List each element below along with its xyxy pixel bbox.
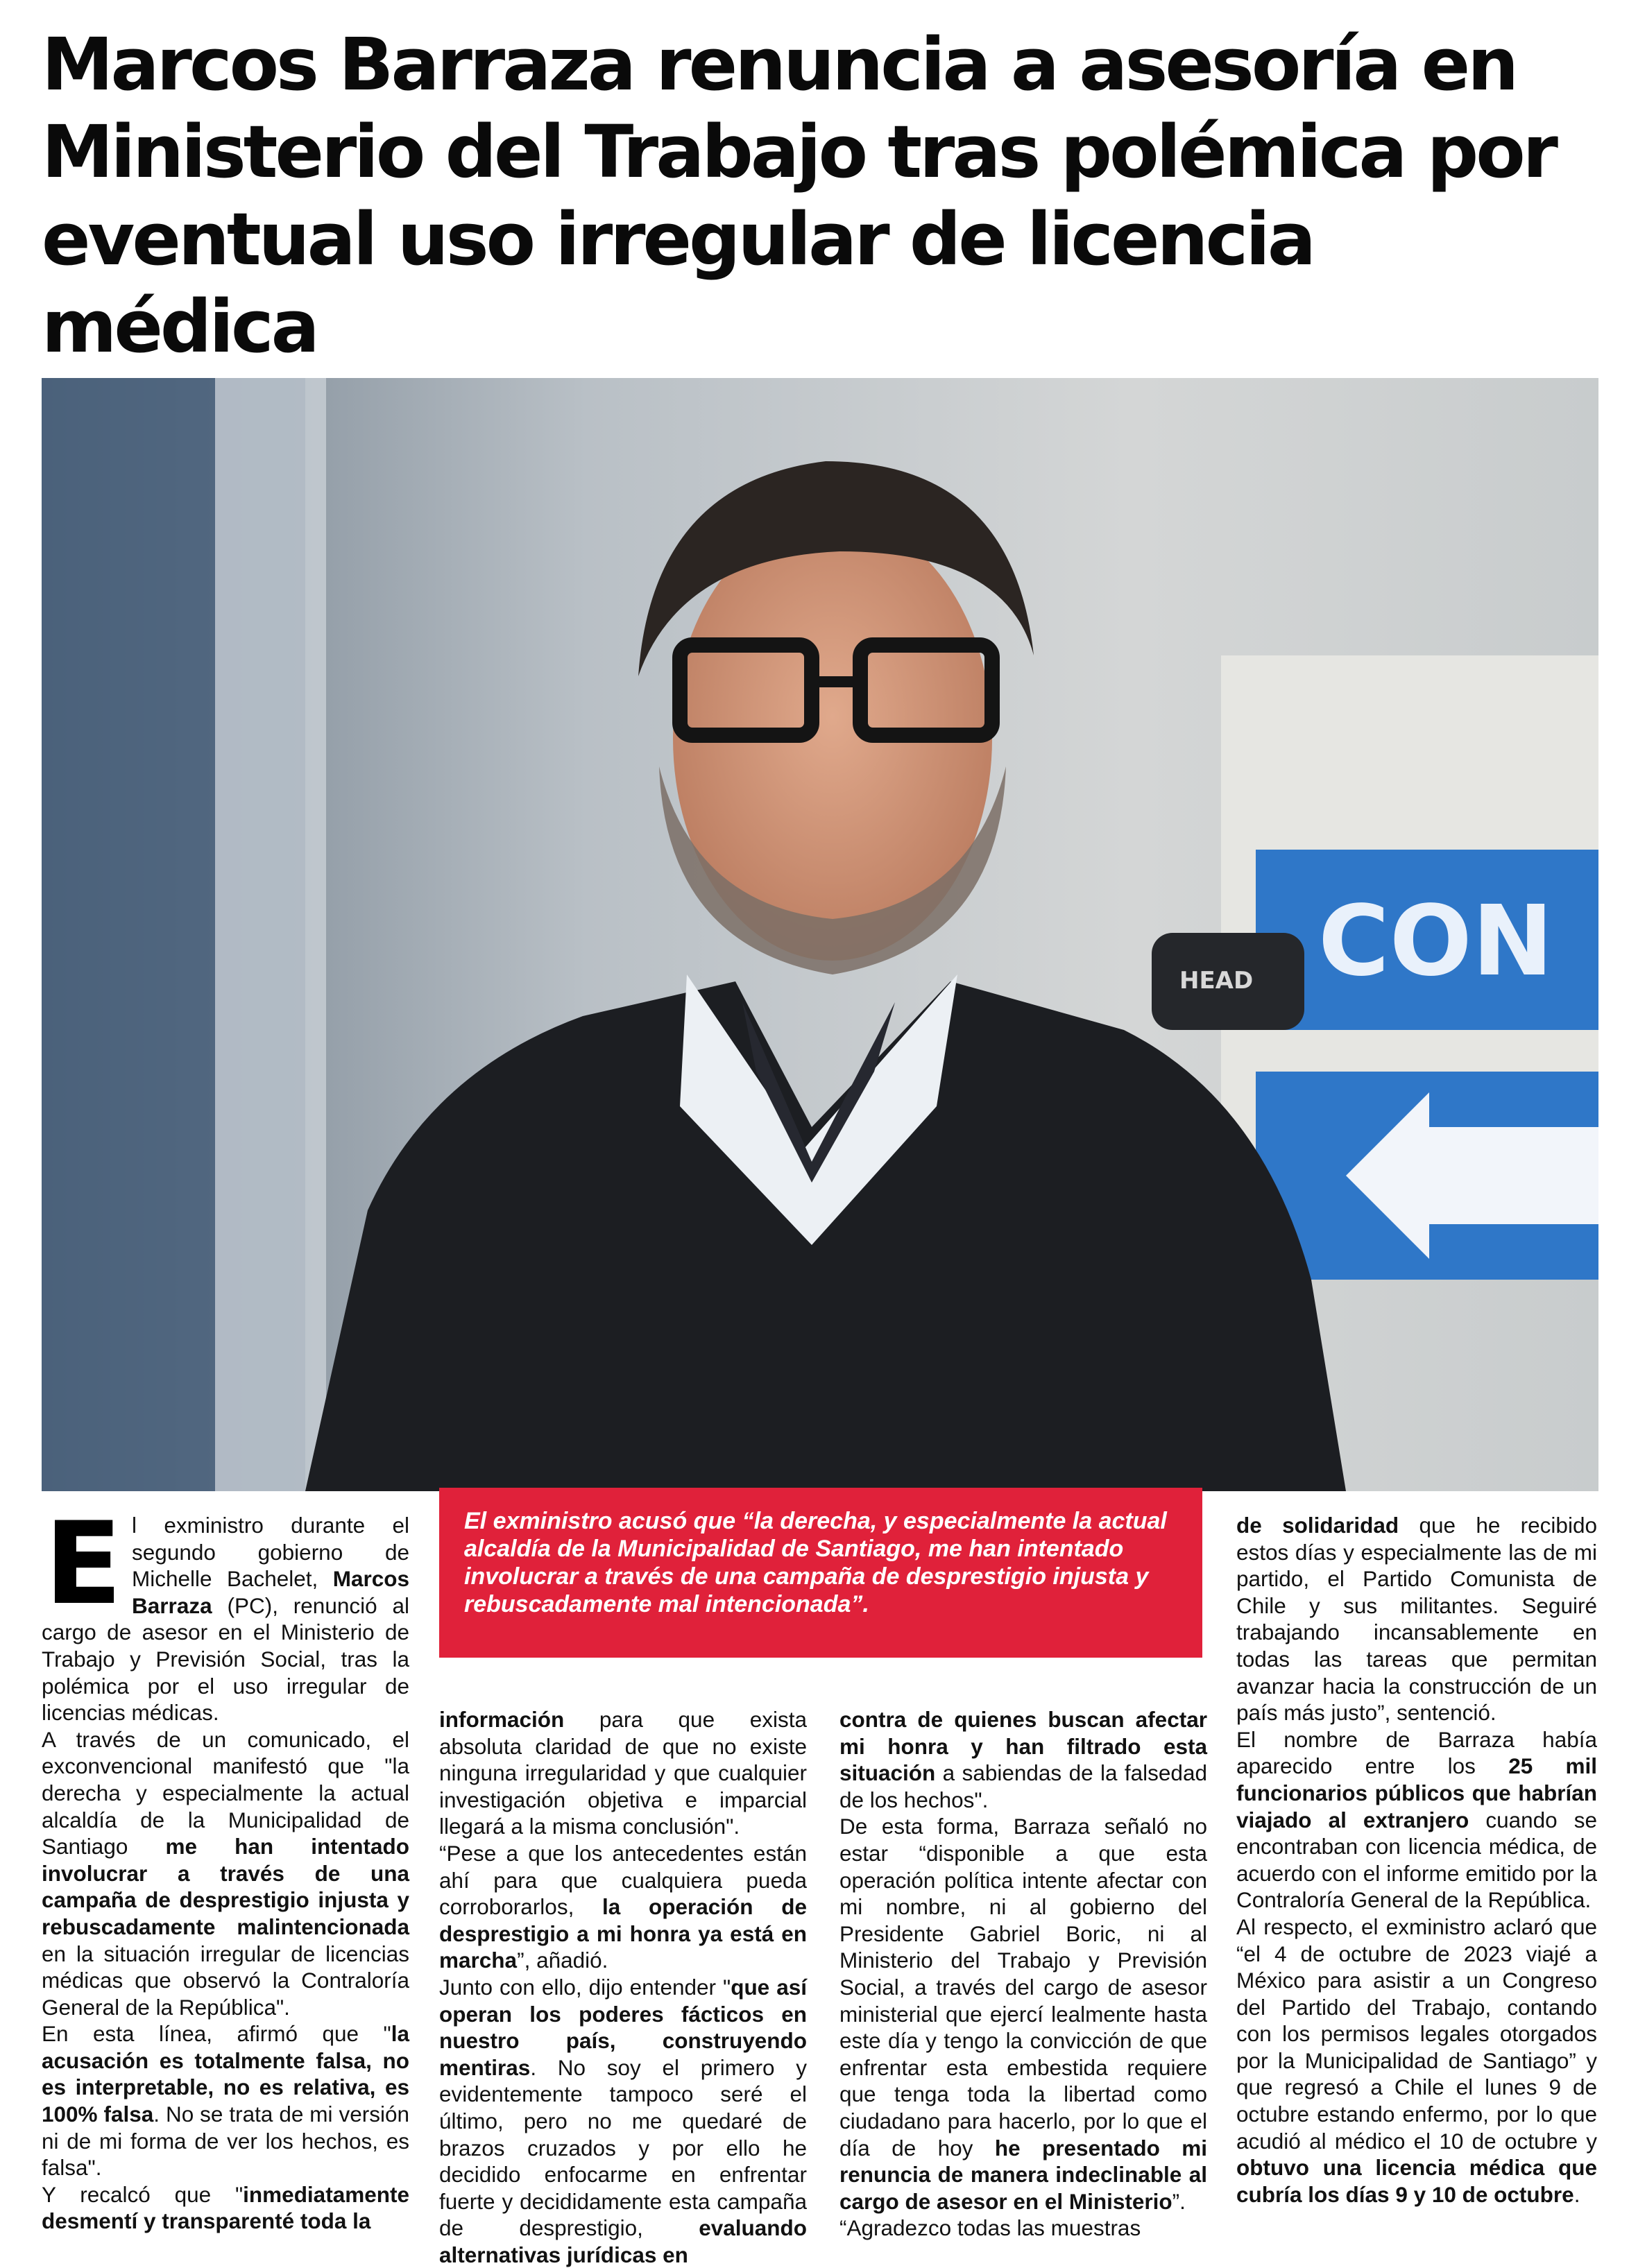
text-bold: inmediatamente desmentí y transparenté toda la (42, 2181, 409, 2234)
paragraph (42, 2181, 409, 2235)
text-bold: la acusación es totalmente falsa, no es interpretable, no es relativa, es 100% falsa (42, 2021, 409, 2127)
text-bold: he presentado mi renuncia de manera indeclinable al cargo de asesor en el Ministerio (839, 2135, 1207, 2214)
text-run: “Agradezco todas las muestras (839, 2215, 1141, 2241)
text-bold: evaluando alternativas jurídicas en (439, 2215, 807, 2267)
text-run: cuando se encontraban con licencia médica, de acuerdo con el informe emitido por la Contraloría General de la República. (1236, 1807, 1597, 1913)
text-bold: la operación de desprestigio a mi honra ya está en marcha (439, 1894, 807, 1973)
text-run: que he recibido estos días y especialmente las de mi partido, el Partido Comunista de Chile y sus militantes. Seguiré trabajando incansablemente en todas las tareas que permitan avanzar hacia la construcción de un país más justo”, sentenció. (1236, 1513, 1597, 1726)
text-bold: información (439, 1707, 565, 1732)
text-run: “Pese a que los antecedentes están ahí para que cualquiera pueda corroborarlos, (439, 1840, 807, 1920)
drop-cap: E (44, 1497, 123, 1630)
paragraph (439, 1840, 807, 1974)
paragraph (839, 2215, 1207, 2242)
paragraph (1236, 1914, 1597, 2208)
text-bold: me han intentado involucrar a través de una campaña de desprestigio injusta y rebuscadamente malintencionada (42, 1834, 409, 1939)
paragraph (839, 1813, 1207, 2215)
article-column-3 (839, 1706, 1207, 2240)
text-bold: Marcos Barraza (132, 1566, 409, 1618)
text-run: (PC), renunció al cargo de asesor en el Ministerio de Trabajo y Previsión Social, tras la polémica por el uso irregular de licencias médicas. (42, 1592, 409, 1726)
text-run: l exministro durante el segundo gobierno de Michelle Bachelet, (132, 1513, 409, 1592)
text-run: En esta línea, afirmó que " (42, 2021, 391, 2047)
text-run: . No soy el primero y evidentemente tampoco seré el último, pero no me quedaré de brazos cruzados y por ello he decidido enfocarme en enfrentar fuerte y decididamente esta campaña de desprestigio, (439, 2054, 807, 2241)
paragraph (42, 1497, 409, 1726)
article-column-1 (42, 1497, 409, 2240)
text-bold: de solidaridad (1236, 1513, 1399, 1538)
paragraph (839, 1706, 1207, 1813)
text-run: El nombre de Barraza había aparecido entre los (1236, 1726, 1597, 1779)
text-run: Y recalcó que " (42, 2181, 244, 2207)
text-run: ”, añadió. (517, 1948, 608, 1973)
paragraph (439, 1706, 807, 1840)
text-run: . No se trata de mi versión ni de mi forma de ver los hechos, es falsa". (42, 2102, 409, 2181)
sign-text: CON (1318, 885, 1553, 998)
paragraph (42, 1726, 409, 2021)
paragraph (439, 1974, 807, 2268)
paragraph (1236, 1512, 1597, 1726)
article-column-4 (1236, 1512, 1597, 2240)
headline: Marcos Barraza renuncia a asesoría en Ministerio del Trabajo tras polémica por eventual uso irregular de licencia médica (42, 22, 1555, 369)
text-run: Al respecto, el exministro aclaró que “el 4 de octubre de 2023 viajé a México para asistir a un Congreso del Partido del Trabajo, contando con los permisos legales otorgados por la Municipalidad de Santiago” y que regresó a Chile el lunes 9 de octubre estando enfermo, por lo que acudió al médico el 10 de octubre y (1236, 1914, 1597, 2154)
article-column-2 (439, 1706, 807, 2267)
text-run: De esta forma, Barraza señaló no estar “disponible a que esta operación política intente afectar con mi nombre, ni al gobierno del Presidente Gabriel Boric, ni al Ministerio del Trabajo y Previsión Social, a través del cargo de asesor ministerial que ejercí lealmente hasta este día y tengo la convicción de que enfrentar esta embestida requiere que tenga toda la libertad como ciudadano para hacerlo, por lo que el día de hoy (839, 1814, 1207, 2160)
text-run: para que exista absoluta claridad de que no existe ninguna irregularidad y que cualquier investigación objetiva e imparcial llegará a la misma conclusión". (439, 1707, 807, 1839)
text-run: Junto con ello, dijo entender " (439, 1974, 731, 2000)
pull-quote: El exministro acusó que “la derecha, y especialmente la actual alcaldía de la Municipalidad de Santiago, me han intentado involucrar a través de una campaña de desprestigio injusta y rebuscadamente mal intencionada”. (439, 1488, 1202, 1658)
text-bold: obtuvo una licencia médica que cubría los días 9 y 10 de octubre (1236, 2155, 1597, 2207)
text-run: A través de un comunicado, el exconvencional manifestó que "la derecha y especialmente la actual alcaldía de la Municipalidad de Santiago (42, 1726, 409, 1859)
text-run: a sabiendas de la falsedad de los hechos". (839, 1760, 1207, 1812)
article-photo (42, 378, 1598, 1491)
photo-illustration (42, 378, 1598, 1491)
text-run: ”. (1172, 2188, 1186, 2214)
text-run: en la situación irregular de licencias médicas que observó la Contraloría General de la República". (42, 1941, 409, 2020)
bag-logo: HEAD (1179, 967, 1254, 995)
text-run: . (1573, 2181, 1580, 2207)
paragraph (1236, 1726, 1597, 1914)
paragraph (42, 2020, 409, 2181)
text-bold: contra de quienes buscan afectar mi honra y han filtrado esta situación (839, 1707, 1207, 1786)
text-bold: que así operan los poderes fácticos en nuestro país, construyendo mentiras (439, 1974, 807, 2080)
text-bold: 25 mil funcionarios públicos que habrían viajado al extranjero (1236, 1753, 1597, 1832)
